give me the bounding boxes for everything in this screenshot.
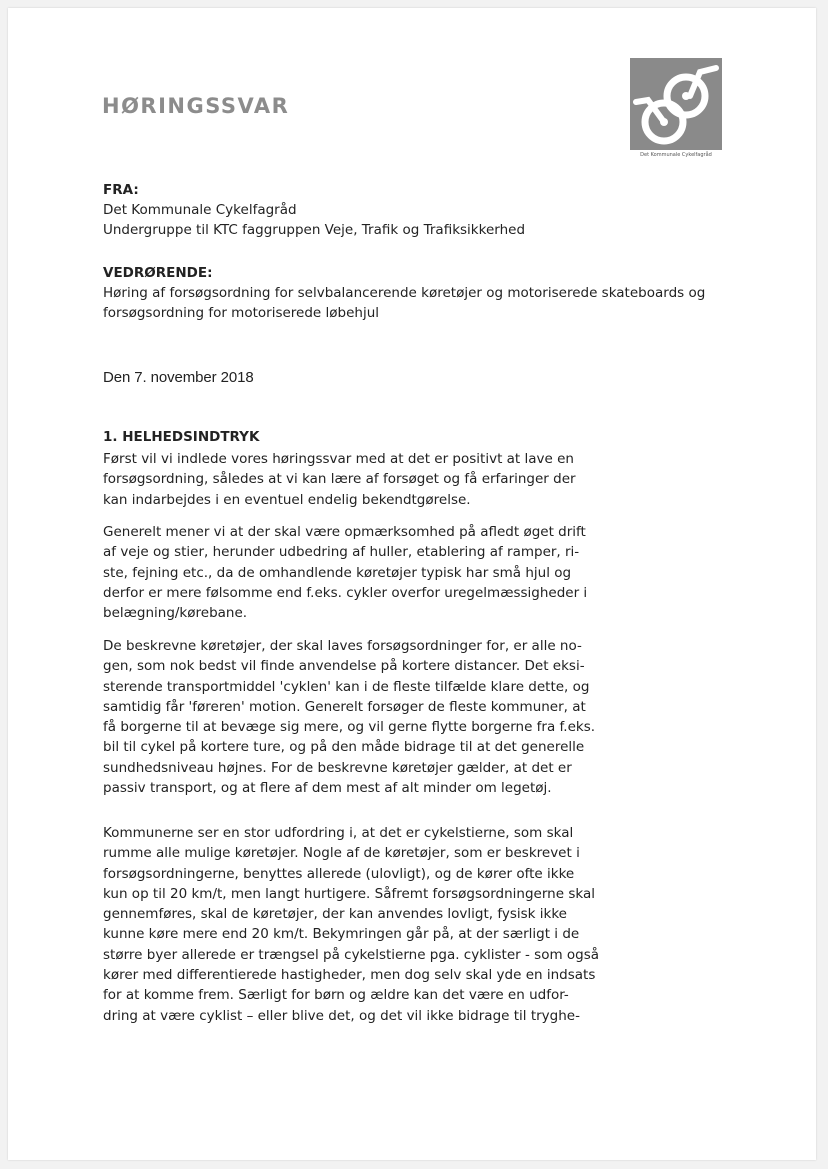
- subject-line: Høring af forsøgsordning for selvbalancerende køretøjer og motoriserede skateboards og: [103, 285, 706, 301]
- paragraph-line: få borgerne til at bevæge sig mere, og vil gerne flytte borgerne fra f.eks.: [103, 719, 596, 736]
- paragraph-line: forsøgsordning, således at vi kan lære af forsøget og få erfaringer der: [103, 471, 576, 488]
- paragraph-line: ste, fejning etc., da de omhandlende køretøjer typisk har små hjul og: [103, 564, 572, 581]
- document-date: Den 7. november 2018: [103, 369, 254, 386]
- paragraph: [103, 522, 623, 623]
- logo-caption: Det Kommunale Cykelfagråd: [640, 152, 712, 158]
- from-line: Det Kommunale Cykelfagråd: [103, 202, 297, 218]
- paragraph: [103, 823, 623, 1026]
- document-page: [8, 8, 816, 1160]
- from-section: [103, 180, 713, 240]
- paragraph-line: Først vil vi indlede vores høringssvar med at det er positivt at lave en: [103, 451, 574, 467]
- paragraph-line: sterende transportmiddel 'cyklen' kan i de fleste tilfælde klare dette, og: [103, 678, 590, 695]
- paragraph-line: samtidig får 'føreren' motion. Generelt forsøger de fleste kommuner, at: [103, 698, 586, 715]
- paragraph-line: gen, som nok bedst vil finde anvendelse på kortere distancer. Det eksi-: [103, 658, 585, 675]
- cycling-council-logo: [630, 58, 722, 150]
- subject-label: VEDRØRENDE:: [103, 265, 213, 281]
- paragraph-line: Kommunerne ser en stor udfordring i, at det er cykelstierne, som skal: [103, 825, 574, 841]
- subject-section: [103, 263, 713, 323]
- paragraph-line: sundhedsniveau højnes. For de beskrevne køretøjer gælder, at det er: [103, 759, 572, 776]
- paragraph-line: forsøgsordningerne, benyttes allerede (ulovligt), og de kører ofte ikke: [103, 865, 575, 882]
- paragraph-line: dring at være cyklist – eller blive det, og det vil ikke bidrage til tryghe-: [103, 1007, 580, 1024]
- paragraph-line: kunne køre mere end 20 km/t. Bekymringen går på, at der særligt i de: [103, 926, 580, 943]
- paragraph-line: kun op til 20 km/t, men langt hurtigere. Såfremt forsøgsordningerne skal: [103, 885, 595, 902]
- from-line: Undergruppe til KTC faggruppen Veje, Trafik og Trafiksikkerhed: [103, 222, 526, 238]
- section-heading: 1. HELHEDSINDTRYK: [103, 429, 260, 445]
- paragraph-line: bil til cykel på kortere ture, og på den måde bidrage til at det generelle: [103, 739, 585, 756]
- document-title: HØRINGSSVAR: [102, 94, 290, 118]
- paragraph-line: større byer allerede er trængsel på cykelstierne pga. cyklister - som også: [103, 946, 600, 963]
- paragraph-line: for at komme frem. Særligt for børn og ældre kan det være en udfor-: [103, 987, 569, 1004]
- paragraph-line: rumme alle mulige køretøjer. Nogle af de køretøjer, som er beskrevet i: [103, 845, 580, 862]
- from-label: FRA:: [103, 182, 139, 198]
- paragraph: [103, 636, 623, 798]
- paragraph: [103, 449, 623, 510]
- paragraph-line: kører med differentierede hastigheder, men dog selv skal yde en indsats: [103, 967, 596, 984]
- paragraph-line: passiv transport, og at flere af dem mest af alt minder om legetøj.: [103, 780, 552, 797]
- paragraph-line: belægning/kørebane.: [103, 605, 248, 622]
- paragraph-line: gennemføres, skal de køretøjer, der kan anvendes lovligt, fysisk ikke: [103, 906, 567, 923]
- subject-line: forsøgsordning for motoriserede løbehjul: [103, 305, 380, 321]
- paragraph-line: Generelt mener vi at der skal være opmærksomhed på afledt øget drift: [103, 524, 586, 540]
- paragraph-line: De beskrevne køretøjer, der skal laves forsøgsordninger for, er alle no-: [103, 638, 582, 654]
- paragraph-line: kan indarbejdes i en eventuel endelig bekendtgørelse.: [103, 491, 471, 508]
- paragraph-line: af veje og stier, herunder udbedring af huller, etablering af ramper, ri-: [103, 544, 580, 561]
- paragraph-line: derfor er mere følsomme end f.eks. cykler overfor uregelmæssigheder i: [103, 584, 588, 601]
